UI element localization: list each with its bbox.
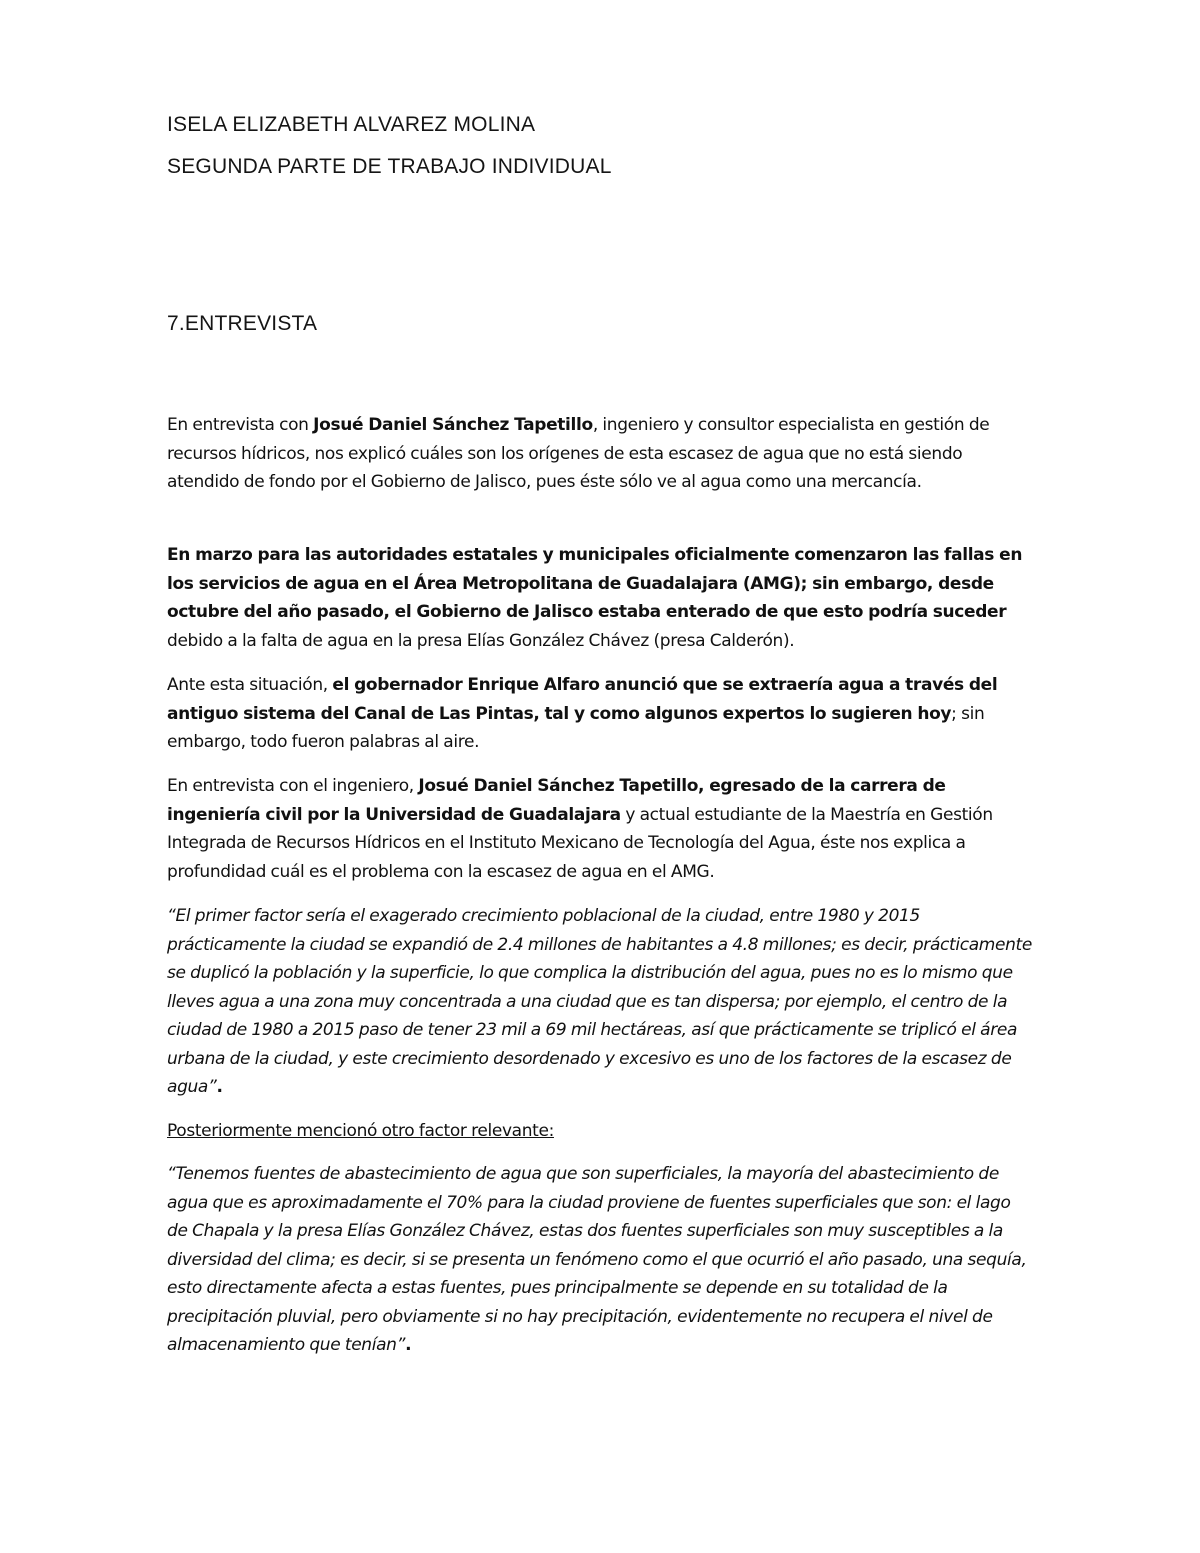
paragraph-text: En entrevista con xyxy=(167,415,314,435)
section-heading: 7.ENTREVISTA xyxy=(167,312,318,335)
paragraph-text: debido a la falta de agua en la presa Elías González Chávez (presa Calderón). xyxy=(167,630,795,651)
interviewee-credentials: Josué Daniel Sánchez Tapetillo, egresado de la carrera de ingeniería civil por la Universidad de Guadalajara xyxy=(167,776,946,825)
underlined-text: Posteriormente mencionó otro factor relevante: xyxy=(167,1121,554,1141)
quote-text: “El primer factor sería el exagerado crecimiento poblacional de la ciudad, entre 1980 y 2015 prácticamente la ciudad se expandió de 2.4 millones de habitantes a 4.8 millones; es decir, prácticamente se duplicó la población y la superficie, lo que complica la distribución del agua, pues no es lo mismo que lleves agua a una zona muy concentrada a una ciudad que es tan dispersa; por ejemplo, el centro de la ciudad de 1980 a 2015 paso de tener 23 mil a 69 mil hectáreas, así que prácticamente se triplicó el área urbana de la ciudad, y este crecimiento desordenado y excesivo es uno de los factores de la escasez de agua” xyxy=(167,906,1032,1097)
paragraph-governor xyxy=(167,671,1033,757)
author-name: ISELA ELIZABETH ALVAREZ MOLINA xyxy=(167,113,536,136)
quote-end: . xyxy=(216,1077,223,1097)
paragraph-text: ; sin embargo, todo fueron palabras al aire. xyxy=(167,703,985,752)
paragraph-interview xyxy=(167,772,1033,886)
bold-statement: En marzo para las autoridades estatales y municipales oficialmente comenzaron las fallas en los servicios de agua en el Área Metropolitana de Guadalajara (AMG); sin embargo, desde octubre del año pasado, el Gobierno de Jalisco estaba enterado de que esto podría suceder xyxy=(167,545,1023,622)
quote-first-factor xyxy=(167,902,1033,1102)
paragraph-text: , ingeniero y consultor especialista en gestión de recursos hídricos, nos explicó cuáles son los orígenes de esta escasez de agua que no está siendo atendido de fondo por el Gobierno de Jalisco, pues éste sólo ve al agua como una mercancía. xyxy=(167,415,990,492)
paragraph-text: y actual estudiante de la Maestría en Gestión Integrada de Recursos Hídricos en el Instituto Mexicano de Tecnología del Agua, éste nos explica a profundidad cuál es el problema con la escasez de agua en el AMG. xyxy=(167,804,993,882)
paragraph-text: Ante esta situación, xyxy=(167,675,333,695)
paragraph-transition xyxy=(167,1117,1033,1146)
bold-statement: el gobernador Enrique Alfaro anunció que se extraería agua a través del antiguo sistema del Canal de Las Pintas, tal y como algunos expertos lo sugieren hoy xyxy=(167,675,998,724)
quote-text: “Tenemos fuentes de abastecimiento de agua que son superficiales, la mayoría del abastecimiento de agua que es aproximadamente el 70% para la ciudad proviene de fuentes superficiales que son: el lago de Chapala y la presa Elías González Chávez, estas dos fuentes superficiales son muy susceptibles a la diversidad del clima; es decir, si se presenta un fenómeno como el que ocurrió el año pasado, una sequía, esto directamente afecta a estas fuentes, pues principalmente se depende en su totalidad de la precipitación pluvial, pero obviamente si no hay precipitación, evidentemente no recupera el nivel de almacenamiento que tenían” xyxy=(167,1164,1027,1355)
quote-second-factor xyxy=(167,1160,1033,1360)
paragraph-context xyxy=(167,541,1033,655)
document-subtitle: SEGUNDA PARTE DE TRABAJO INDIVIDUAL xyxy=(167,155,612,178)
interviewee-name: Josué Daniel Sánchez Tapetillo xyxy=(313,415,593,435)
paragraph-intro xyxy=(167,411,1033,497)
quote-end: . xyxy=(405,1335,412,1355)
paragraph-text: En entrevista con el ingeniero, xyxy=(167,776,419,796)
